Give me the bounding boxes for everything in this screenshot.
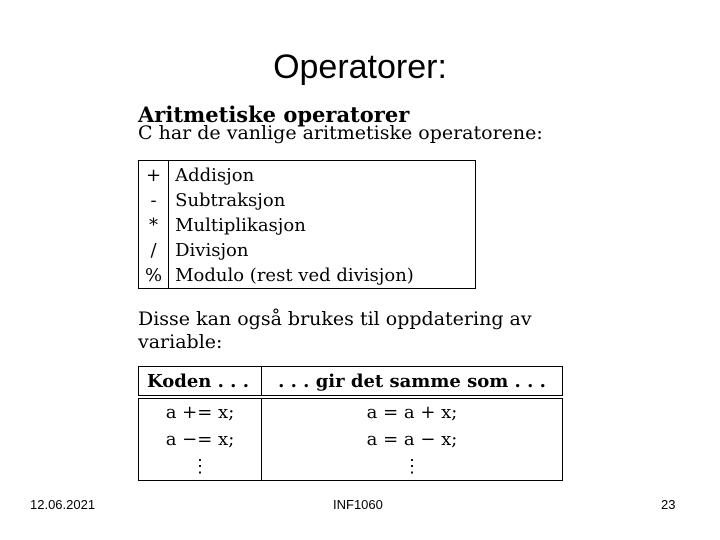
- code-cell: a += x;: [139, 399, 262, 427]
- operators-table: [138, 160, 476, 289]
- table-row: [139, 188, 476, 213]
- equivalent-cell: a = a + x;: [366, 402, 458, 423]
- table-row: [139, 238, 476, 263]
- table-row: [139, 263, 476, 289]
- operator-symbol: *: [139, 213, 169, 238]
- section-heading: Aritmetiske operatorer: [138, 102, 410, 127]
- footer-course: INF1060: [333, 497, 383, 512]
- update-paragraph: Disse kan også brukes til oppdatering av variable:: [138, 308, 532, 353]
- footer-date: 12.06.2021: [30, 497, 96, 512]
- equivalent-cell: a = a − x;: [366, 429, 458, 450]
- section-intro: C har de vanlige aritmetiske operatorene:: [138, 122, 543, 144]
- operator-symbol: -: [139, 188, 169, 213]
- footer-page-number: 23: [661, 497, 676, 512]
- table-row: [139, 367, 563, 396]
- table-row: [139, 453, 563, 481]
- operator-name: Multiplikasjon: [175, 215, 306, 236]
- operator-name: Addisjon: [175, 165, 255, 186]
- code-cell: ⋮: [139, 453, 262, 481]
- operator-name: Subtraksjon: [175, 190, 286, 211]
- table-row: [139, 426, 563, 453]
- operator-symbol: +: [139, 161, 169, 189]
- operator-symbol: /: [139, 238, 169, 263]
- operator-name: Divisjon: [175, 240, 249, 261]
- table-row: [139, 399, 563, 427]
- operator-symbol: %: [139, 263, 169, 289]
- table-row: [139, 213, 476, 238]
- slide-title: Operatorer:: [273, 48, 447, 86]
- column-header-equivalent: . . . gir det samme som . . .: [278, 370, 546, 392]
- update-table-header: [138, 366, 563, 396]
- table-row: [139, 161, 476, 189]
- operator-name: Modulo (rest ved divisjon): [175, 265, 414, 286]
- code-cell: a −= x;: [139, 426, 262, 453]
- equivalent-cell: ⋮: [403, 456, 421, 477]
- column-header-code: Koden . . .: [139, 367, 262, 396]
- update-table-body: [138, 398, 563, 481]
